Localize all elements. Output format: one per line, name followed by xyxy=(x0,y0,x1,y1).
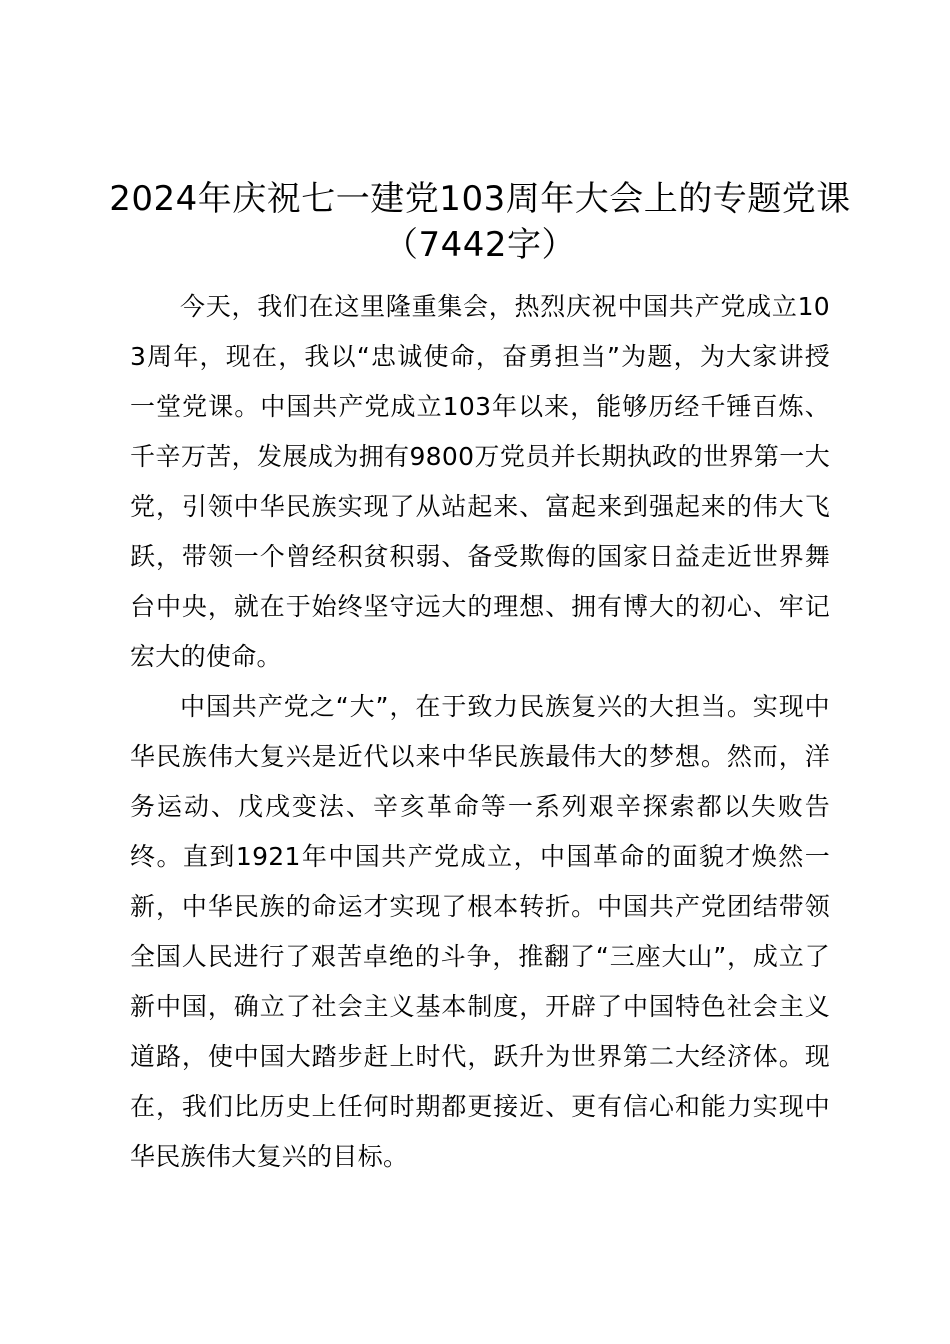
document-body xyxy=(130,282,830,1182)
document-title: 2024年庆祝七一建党103周年大会上的专题党课（7442字） xyxy=(109,179,851,265)
paragraph: 中国共产党之“大”，在于致力民族复兴的大担当。实现中华民族伟大复兴是近代以来中华民族最伟大的梦想。然而，洋务运动、戊戌变法、辛亥革命等一系列艰辛探索都以失败告终。直到1921年中国共产党成立，中国革命的面貌才焕然一新，中华民族的命运才实现了根本转折。中国共产党团结带领全国人民进行了艰苦卓绝的斗争，推翻了“三座大山”，成立了新中国，确立了社会主义基本制度，开辟了中国特色社会主义道路，使中国大踏步赶上时代，跃升为世界第二大经济体。现在，我们比历史上任何时期都更接近、更有信心和能力实现中华民族伟大复兴的目标。 xyxy=(130,692,830,1171)
paragraph: 今天，我们在这里隆重集会，热烈庆祝中国共产党成立103周年，现在，我以“忠诚使命，奋勇担当”为题，为大家讲授一堂党课。中国共产党成立103年以来，能够历经千锤百炼、千辛万苦，发展成为拥有9800万党员并长期执政的世界第一大党，引领中华民族实现了从站起来、富起来到强起来的伟大飞跃，带领一个曾经积贫积弱、备受欺侮的国家日益走近世界舞台中央，就在于始终坚守远大的理想、拥有博大的初心、牢记宏大的使命。 xyxy=(130,292,830,671)
